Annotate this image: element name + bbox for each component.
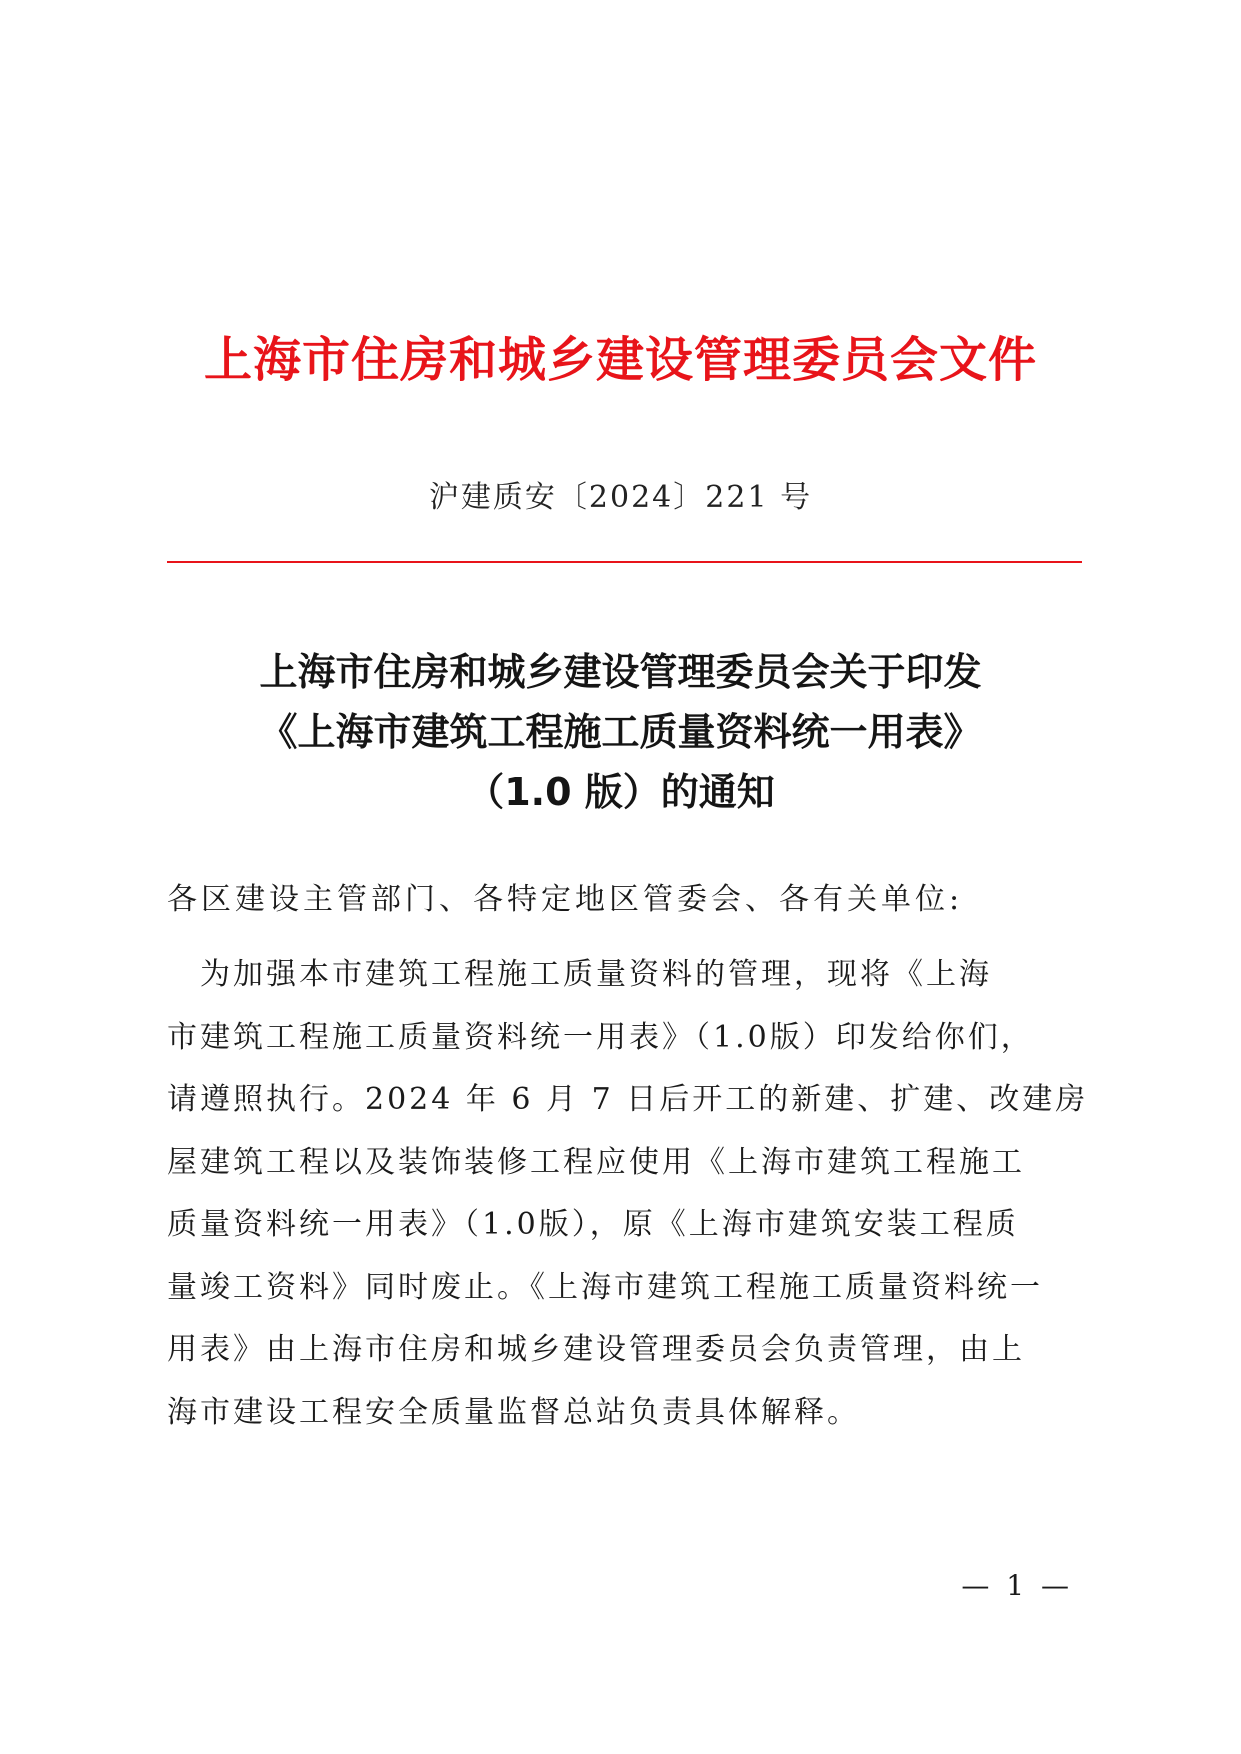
paragraph-line: 请遵照执行。2024 年 6 月 7 日后开工的新建、扩建、改建房	[167, 1082, 1089, 1117]
paragraph-line: 市建筑工程施工质量资料统一用表》（1.0版）印发给你们，	[167, 1019, 1034, 1055]
paragraph-line: 海市建设工程安全质量监督总站负责具体解释。	[167, 1394, 860, 1430]
body-paragraph	[167, 944, 1087, 1444]
title-line-2: 《上海市建筑工程施工质量资料统一用表》	[259, 710, 982, 754]
red-divider-line	[167, 561, 1082, 563]
salutation: 各区建设主管部门、各特定地区管委会、各有关单位:	[167, 882, 964, 917]
document-masthead: 上海市住房和城乡建设管理委员会文件	[203, 332, 1037, 388]
paragraph-line: 质量资料统一用表》（1.0版），原《上海市建筑安装工程质	[167, 1207, 1019, 1242]
paragraph-line: 屋建筑工程以及装饰装修工程应使用《上海市建筑工程施工	[167, 1144, 1025, 1180]
paragraph-line: 为加强本市建筑工程施工质量资料的管理，现将《上海	[167, 957, 992, 992]
document-number: 沪建质安〔2024〕221 号	[428, 480, 813, 515]
paragraph-line: 量竣工资料》同时废止。《上海市建筑工程施工质量资料统一	[167, 1269, 1043, 1305]
title-line-1: 上海市住房和城乡建设管理委员会关于印发	[259, 650, 982, 694]
title-line-3: （1.0 版）的通知	[466, 770, 775, 814]
page-number: — 1 —	[961, 1569, 1073, 1602]
paragraph-line: 用表》由上海市住房和城乡建设管理委员会负责管理，由上	[167, 1332, 1025, 1367]
